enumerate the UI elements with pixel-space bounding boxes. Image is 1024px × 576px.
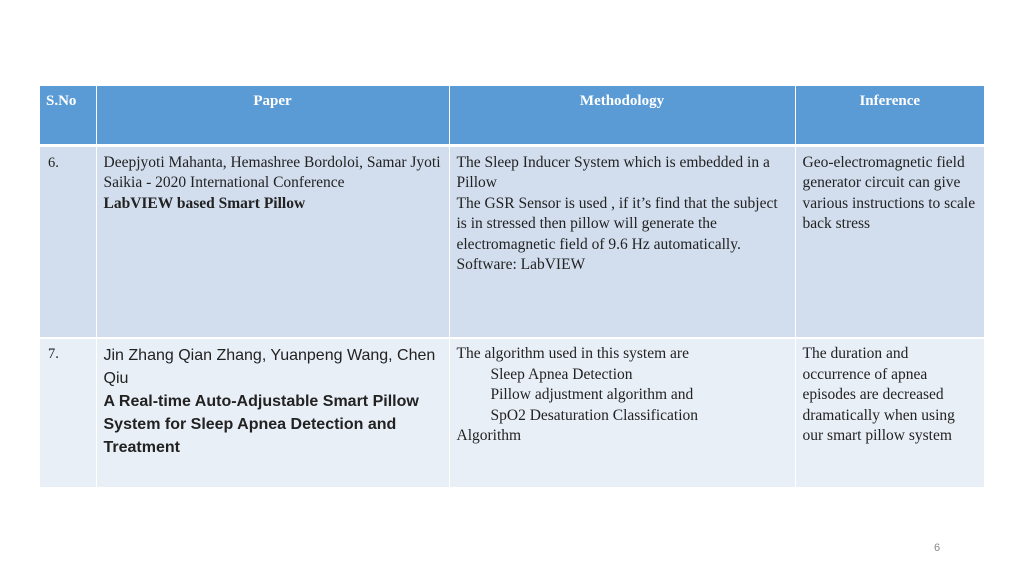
header-inference: Inference: [795, 86, 984, 145]
inference-cell: Geo-electromagnetic field generator circuit can give various instructions to scale back stress: [795, 145, 984, 338]
page-number: 6: [934, 542, 941, 554]
methodology-line: Pillow adjustment algorithm and: [490, 386, 694, 403]
paper-authors: Deepjyoti Mahanta, Hemashree Bordoloi, Samar Jyoti Saikia - 2020 International Conference: [103, 153, 441, 191]
methodology-cell: [449, 145, 795, 338]
methodology-line: The algorithm used in this system are: [456, 345, 689, 362]
methodology-line: The Sleep Inducer System which is embedded in a Pillow: [456, 153, 770, 191]
paper-title: A Real-time Auto-Adjustable Smart Pillow System for Sleep Apnea Detection and Treatment: [103, 393, 419, 456]
inference-cell: The duration and occurrence of apnea episodes are decreased dramatically when using our smart pillow system: [795, 338, 984, 488]
table-row: [40, 338, 984, 488]
paper-title: LabVIEW based Smart Pillow: [103, 194, 306, 212]
row-sno: 6.: [40, 145, 96, 338]
paper-authors: Jin Zhang Qian Zhang, Yuanpeng Wang, Chen Qiu: [103, 347, 436, 387]
paper-cell: [96, 338, 449, 488]
literature-table: [40, 86, 984, 489]
methodology-line: Algorithm: [456, 427, 522, 444]
row-sno: 7.: [40, 338, 96, 488]
header-sno: S.No: [40, 86, 96, 145]
methodology-line: Sleep Apnea Detection: [490, 365, 633, 383]
table-header-row: [40, 86, 984, 145]
paper-cell: [96, 145, 449, 338]
header-methodology: Methodology: [449, 86, 795, 145]
methodology-line: The GSR Sensor is used , if it’s find that the subject is in stressed then pillow will generate the electromagnetic field of 9.6 Hz automatically.: [456, 194, 778, 253]
methodology-cell: [449, 338, 795, 488]
methodology-line: SpO2 Desaturation Classification: [490, 406, 698, 424]
table-row: [40, 145, 984, 338]
methodology-line: Software: LabVIEW: [456, 256, 586, 273]
header-paper: Paper: [96, 86, 449, 145]
